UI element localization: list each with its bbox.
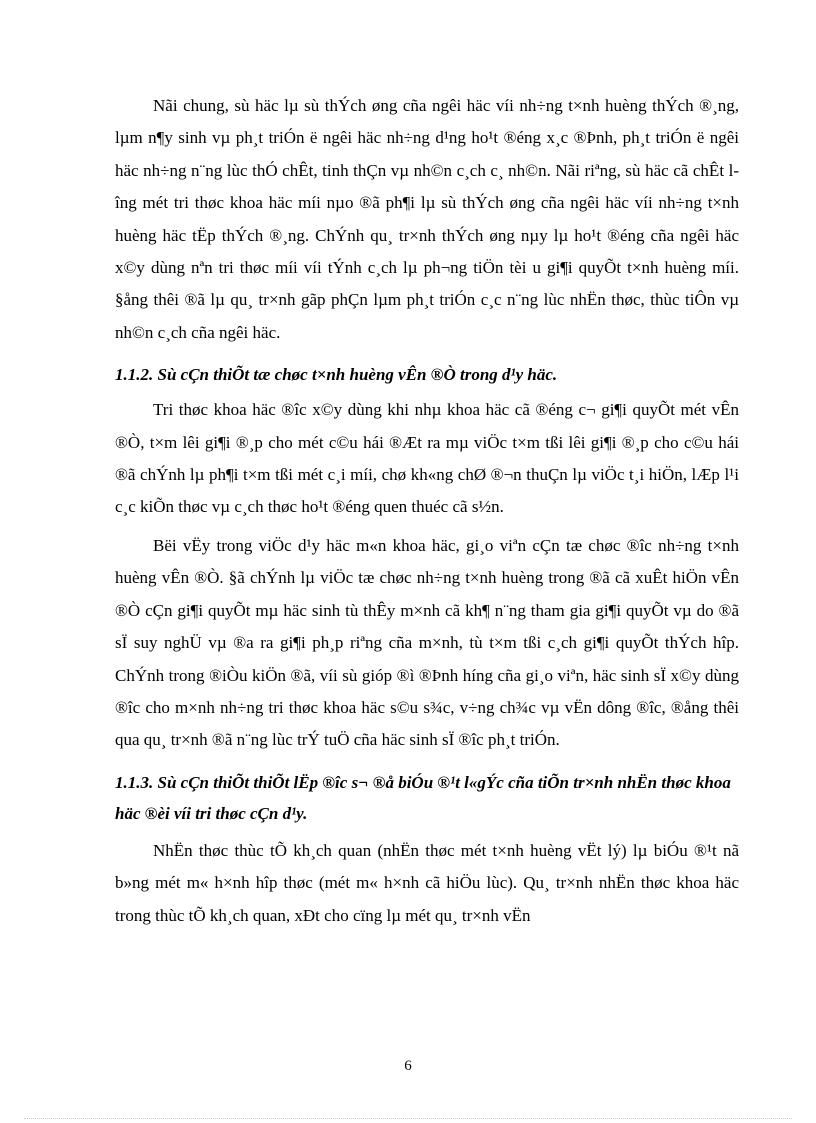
paragraph-objective-cognition: NhËn thøc thùc tÕ kh¸ch quan (nhËn thøc mét t×nh huèng vËt lý) lµ biÓu ®¹t nã b»ng mét m« h×nh hîp thøc (mét m« h×nh cã hiÖu lùc). Qu¸ tr×nh nhËn thøc khoa häc trong thùc tÕ kh¸ch quan, xÐt cho cïng lµ mét qu¸ tr×nh vËn	[115, 840, 739, 925]
spacer	[115, 349, 739, 355]
page-number: 6	[404, 1058, 412, 1074]
spacer	[115, 757, 739, 763]
paragraph-learning-adaptation: Nãi chung, sù häc lµ sù thÝch øng cña ngêi häc víi nh÷ng t×nh huèng thÝch ®¸ng, lµm n¶y sinh vµ ph¸t triÓn ë ngêi häc nh÷ng d¹ng ho¹t ®éng x¸c ®Þnh, ph¸t triÓn ë ngêi häc nh÷ng n¨ng lùc thÓ chÊt, tinh thÇn vµ nh©n c¸ch c¸ nh©n. Nãi riªng, sù häc cã chÊt lîng mét tri thøc khoa häc míi nµo ®ã ph¶i lµ sù thÝch øng cña ngêi häc víi nh÷ng t×nh huèng häc tËp thÝch ®¸ng. ChÝnh qu¸ tr×nh thÝch øng nµy lµ ho¹t ®éng cña ngêi häc x©y dùng nªn tri thøc míi víi tÝnh c¸ch lµ ph¬ng tiÖn tèi u gi¶i quyÕt t×nh huèng míi. §ång thêi ®ã lµ qu¸ tr×nh gãp phÇn lµm ph¸t triÓn c¸c n¨ng lùc nhËn thøc, thùc tiÔn vµ nh©n c¸ch cña ngêi häc.	[115, 96, 739, 342]
page-body	[115, 90, 739, 932]
paragraph-scientific-knowledge: Tri thøc khoa häc ®îc x©y dùng khi nhµ khoa häc cã ®éng c¬ gi¶i quyÕt mét vÊn ®Ò, t×m lêi gi¶i ®¸p cho mét c©u hái ®Æt ra mµ viÖc t×m tßi lêi gi¶i ®¸p cho c©u hái ®ã chÝnh lµ ph¶i t×m tßi mét c¸i míi, chø kh«ng chØ ®¬n thuÇn lµ viÖc t¸i hiÖn, lÆp l¹i c¸c kiÕn thøc vµ c¸ch thøc ho¹t ®éng quen thuéc cã s½n.	[115, 400, 739, 517]
section-heading-1-1-3: 1.1.3. Sù cÇn thiÕt thiÕt lËp ®îc s¬ ®å biÓu ®¹t l«gÝc cña tiÕn tr×nh nhËn thøc khoa häc ®èi víi tri thøc cÇn d¹y.	[115, 772, 731, 823]
paragraph-teaching-problem-situations: Bëi vËy trong viÖc d¹y häc m«n khoa häc, gi¸o viªn cÇn tæ chøc ®îc nh÷ng t×nh huèng vÊn ®Ò. §ã chÝnh lµ viÖc tæ chøc nh÷ng t×nh huèng trong ®ã cã xuÊt hiÖn vÊn ®Ò cÇn gi¶i quyÕt mµ häc sinh tù thÊy m×nh cã kh¶ n¨ng tham gia gi¶i quyÕt vµ do ®ã sÏ suy nghÜ vµ ®a ra gi¶i ph¸p riªng cña m×nh, tù t×m tßi c¸ch gi¶i quyÕt thÝch hîp. ChÝnh trong ®iÒu kiÖn ®ã, víi sù gióp ®ì ®Þnh híng cña gi¸o viªn, häc sinh sÏ x©y dùng ®îc cho m×nh nh÷ng tri thøc khoa häc s©u s¾c, v÷ng ch¾c vµ vËn dông ®îc, ®ång thêi qua qu¸ tr×nh ®ã n¨ng lùc trÝ tuÖ cña häc sinh sÏ ®îc ph¸t triÓn.	[115, 535, 739, 750]
page-footer-divider	[24, 1118, 792, 1119]
section-heading-1-1-2: 1.1.2. Sù cÇn thiÕt tæ chøc t×nh huèng vÊn ®Ò trong d¹y häc.	[115, 365, 558, 385]
